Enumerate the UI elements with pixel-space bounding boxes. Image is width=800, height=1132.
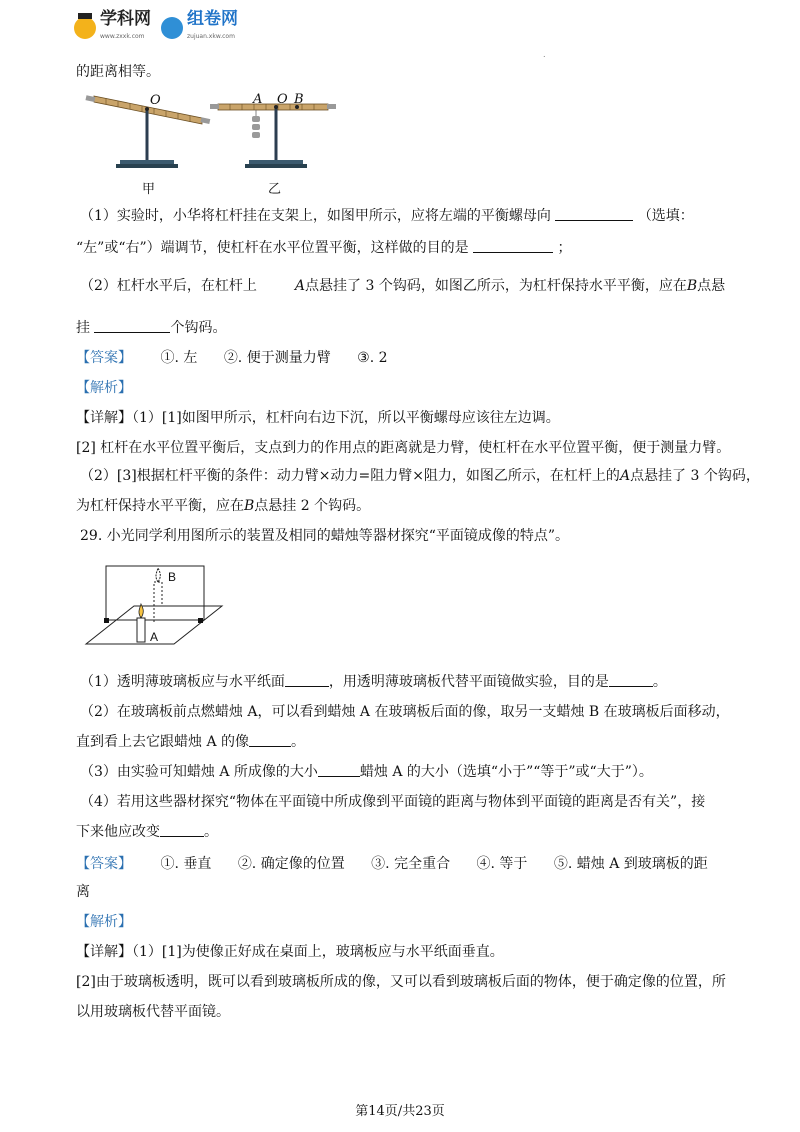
logo1-text: 学科网 bbox=[100, 9, 151, 29]
q29-part-4a: （4）若用这些器材探究“物体在平面镜中所成像到平面镜的距离与物体到平面镜的距离是否有关”，接 bbox=[80, 794, 706, 810]
label-candle-a: A bbox=[150, 630, 159, 644]
analysis-tag: 【解析】 bbox=[76, 380, 132, 396]
detail2-line-3: 以用玻璃板代替平面镜。 bbox=[76, 1004, 230, 1020]
logo1-sub: www.zxxk.com bbox=[100, 33, 145, 40]
question-2-line-a: （2）杠杆水平后，在杠杆上 A点悬挂了 3 个钩码，如图乙所示，为杠杆保持水平平衡，应在B点悬 bbox=[80, 278, 726, 294]
header-dot: . bbox=[543, 50, 546, 59]
question-1-line-b: “左”或“右”）端调节，使杠杆在水平位置平衡，这样做的目的是 ； bbox=[76, 240, 572, 256]
mascot-icon bbox=[74, 17, 96, 39]
caption-jia: 甲 bbox=[142, 182, 156, 197]
answer-line: 【答案】 ①. 左 ②. 便于测量力臂 ③. 2 bbox=[76, 350, 388, 366]
mirror-figure bbox=[84, 560, 234, 655]
header-logos bbox=[74, 10, 238, 46]
detail-line-1: 【详解】（1）[1]如图甲所示，杠杆向右边下沉，所以平衡螺母应该往左边调。 bbox=[76, 410, 560, 426]
answer-blank[interactable] bbox=[160, 822, 204, 837]
q29-part-1: （1）透明薄玻璃板应与水平纸面 ，用透明薄玻璃板代替平面镜做实验，目的是 。 bbox=[80, 674, 667, 690]
label-o-yi: O bbox=[277, 92, 288, 107]
mascot2-icon bbox=[161, 17, 183, 39]
answer-blank[interactable] bbox=[318, 762, 360, 777]
text-line: 的距离相等。 bbox=[76, 64, 160, 80]
answer-blank[interactable] bbox=[555, 206, 633, 221]
lever-yi bbox=[210, 104, 336, 168]
analysis2-tag: 【解析】 bbox=[76, 914, 132, 930]
q29-part-2a: （2）在玻璃板前点燃蜡烛 A，可以看到蜡烛 A 在玻璃板后面的像，取另一支蜡烛 B 在玻璃板后面移动， bbox=[80, 704, 730, 720]
answer-blank[interactable] bbox=[249, 732, 291, 747]
detail2-line-2: [2]由于玻璃板透明，既可以看到玻璃板所成的像，又可以看到玻璃板后面的物体，便于确定像的位置，所 bbox=[76, 974, 726, 990]
q29-part-2b: 直到看上去它跟蜡烛 A 的像 。 bbox=[76, 734, 306, 750]
label-o-jia: O bbox=[150, 93, 161, 108]
label-candle-b: B bbox=[168, 570, 177, 584]
caption-yi: 乙 bbox=[268, 182, 282, 197]
logo2-sub: zujuan.xkw.com bbox=[187, 33, 235, 40]
page-number: 第14页/共23页 bbox=[355, 1104, 445, 1119]
logo2-text: 组卷网 bbox=[187, 9, 238, 29]
answer2-cont: 离 bbox=[76, 884, 90, 900]
lever-jia bbox=[85, 95, 210, 168]
label-a: A bbox=[253, 92, 263, 107]
answer-blank[interactable] bbox=[609, 672, 653, 687]
q29-part-3: （3）由实验可知蜡烛 A 所成像的大小 蜡烛 A 的大小（选填“小于”“等于”或“大于”）。 bbox=[80, 764, 653, 780]
answer-blank[interactable] bbox=[473, 238, 553, 253]
answer2-line: 【答案】 ①. 垂直 ②. 确定像的位置 ③. 完全重合 ④. 等于 ⑤. 蜡烛 A 到玻璃板的距 bbox=[76, 856, 708, 872]
q29-part-4b: 下来他应改变 。 bbox=[76, 824, 218, 840]
question-29: 29. 小光同学利用图所示的装置及相同的蜡烛等器材探究“平面镜成像的特点”。 bbox=[80, 528, 570, 544]
detail2-line-1: 【详解】（1）[1]为使像正好成在桌面上，玻璃板应与水平纸面垂直。 bbox=[76, 944, 504, 960]
answer-blank[interactable] bbox=[285, 672, 329, 687]
label-b: B bbox=[294, 92, 304, 107]
question-2-line-b: 挂 个钩码。 bbox=[76, 320, 227, 336]
zxxk-logo bbox=[74, 10, 151, 46]
detail-line-2: [2] 杠杆在水平位置平衡后，支点到力的作用点的距离就是力臂，使杠杆在水平位置平衡，便于测量力臂。 bbox=[76, 440, 731, 456]
detail-line-4: 为杠杆保持水平平衡，应在B点悬挂 2 个钩码。 bbox=[76, 498, 371, 514]
detail-line-3: （2）[3]根据杠杆平衡的条件：动力臂×动力=阻力臂×阻力，如图乙所示，在杠杆上的A点悬挂了 3 个钩码， bbox=[80, 468, 760, 484]
zujuan-logo bbox=[161, 10, 238, 46]
lever-figure bbox=[84, 88, 344, 188]
question-1-line-a: （1）实验时，小华将杠杆挂在支架上，如图甲所示，应将左端的平衡螺母向 （选填： bbox=[80, 208, 694, 224]
answer-blank[interactable] bbox=[94, 318, 170, 333]
